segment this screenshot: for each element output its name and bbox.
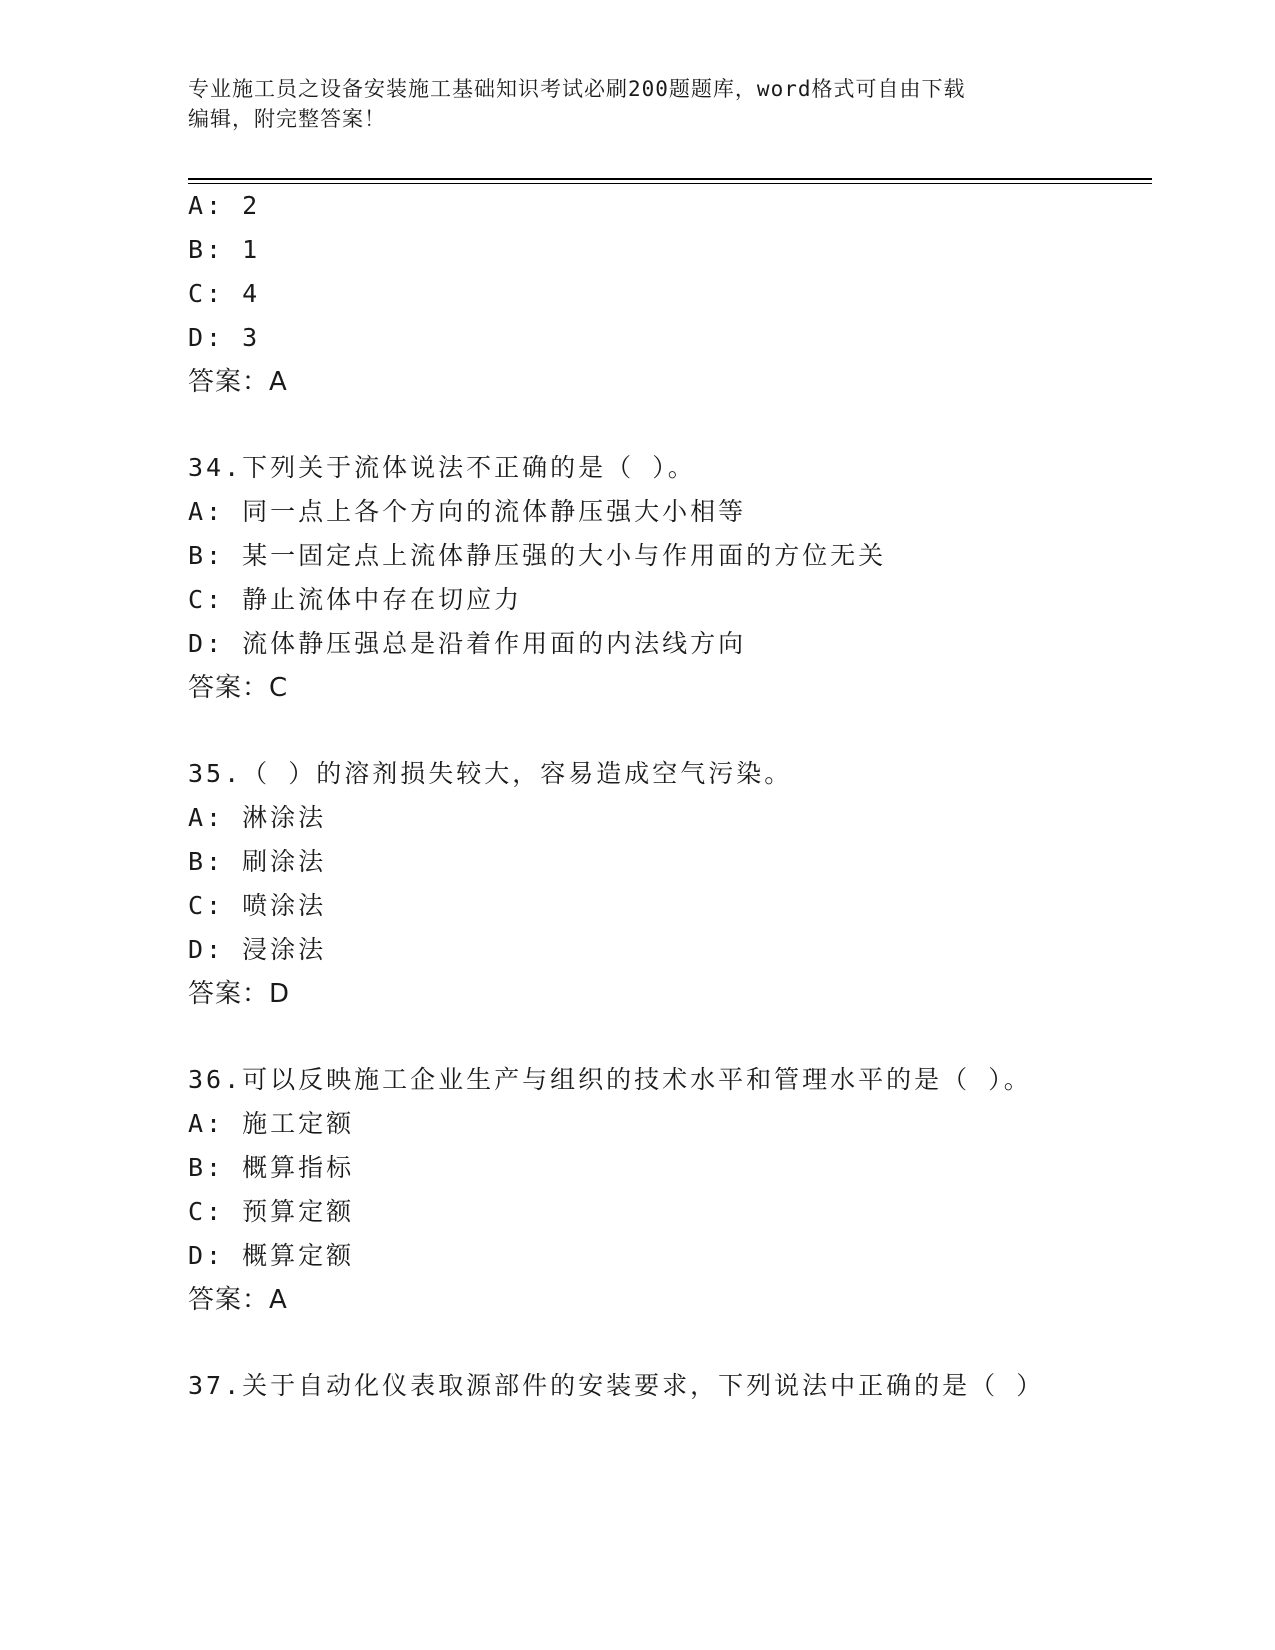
q35-question: 35.（ ）的溶剂损失较大，容易造成空气污染。 (188, 759, 793, 788)
q34-option-d: D: 流体静压强总是沿着作用面的内法线方向 (188, 629, 747, 658)
q33-option-c: C: 4 (188, 279, 261, 308)
q34-option-a: A: 同一点上各个方向的流体静压强大小相等 (188, 497, 747, 526)
q36-question: 36.可以反映施工企业生产与组织的技术水平和管理水平的是（ ）。 (188, 1065, 1032, 1094)
document-header (188, 74, 1088, 134)
q33-answer: 答案：A (188, 367, 288, 397)
q34-answer: 答案：C (188, 673, 289, 703)
q36-option-d: D: 概算定额 (188, 1241, 355, 1270)
q34-option-b: B: 某一固定点上流体静压强的大小与作用面的方位无关 (188, 541, 887, 570)
q34-option-c: C: 静止流体中存在切应力 (188, 585, 523, 614)
q37-question: 37.关于自动化仪表取源部件的安装要求，下列说法中正确的是（ ） (188, 1371, 1045, 1400)
header-rule-thick (188, 178, 1152, 180)
q36-option-a: A: 施工定额 (188, 1109, 355, 1138)
q36-option-b: B: 概算指标 (188, 1153, 355, 1182)
q33-option-a: A: 2 (188, 191, 261, 220)
q35-option-b: B: 刷涂法 (188, 847, 327, 876)
q33-option-b: B: 1 (188, 235, 261, 264)
q35-option-a: A: 淋涂法 (188, 803, 327, 832)
header-line-1: 专业施工员之设备安装施工基础知识考试必刷200题题库，word格式可自由下载 (188, 77, 966, 101)
header-line-2: 编辑，附完整答案！ (188, 107, 386, 131)
q34-question: 34.下列关于流体说法不正确的是（ ）。 (188, 453, 696, 482)
q33-option-d: D: 3 (188, 323, 261, 352)
header-rule-thin (188, 183, 1152, 184)
q36-option-c: C: 预算定额 (188, 1197, 355, 1226)
q36-answer: 答案：A (188, 1285, 288, 1315)
q35-answer: 答案：D (188, 979, 291, 1009)
q35-option-d: D: 浸涂法 (188, 935, 327, 964)
q35-option-c: C: 喷涂法 (188, 891, 327, 920)
